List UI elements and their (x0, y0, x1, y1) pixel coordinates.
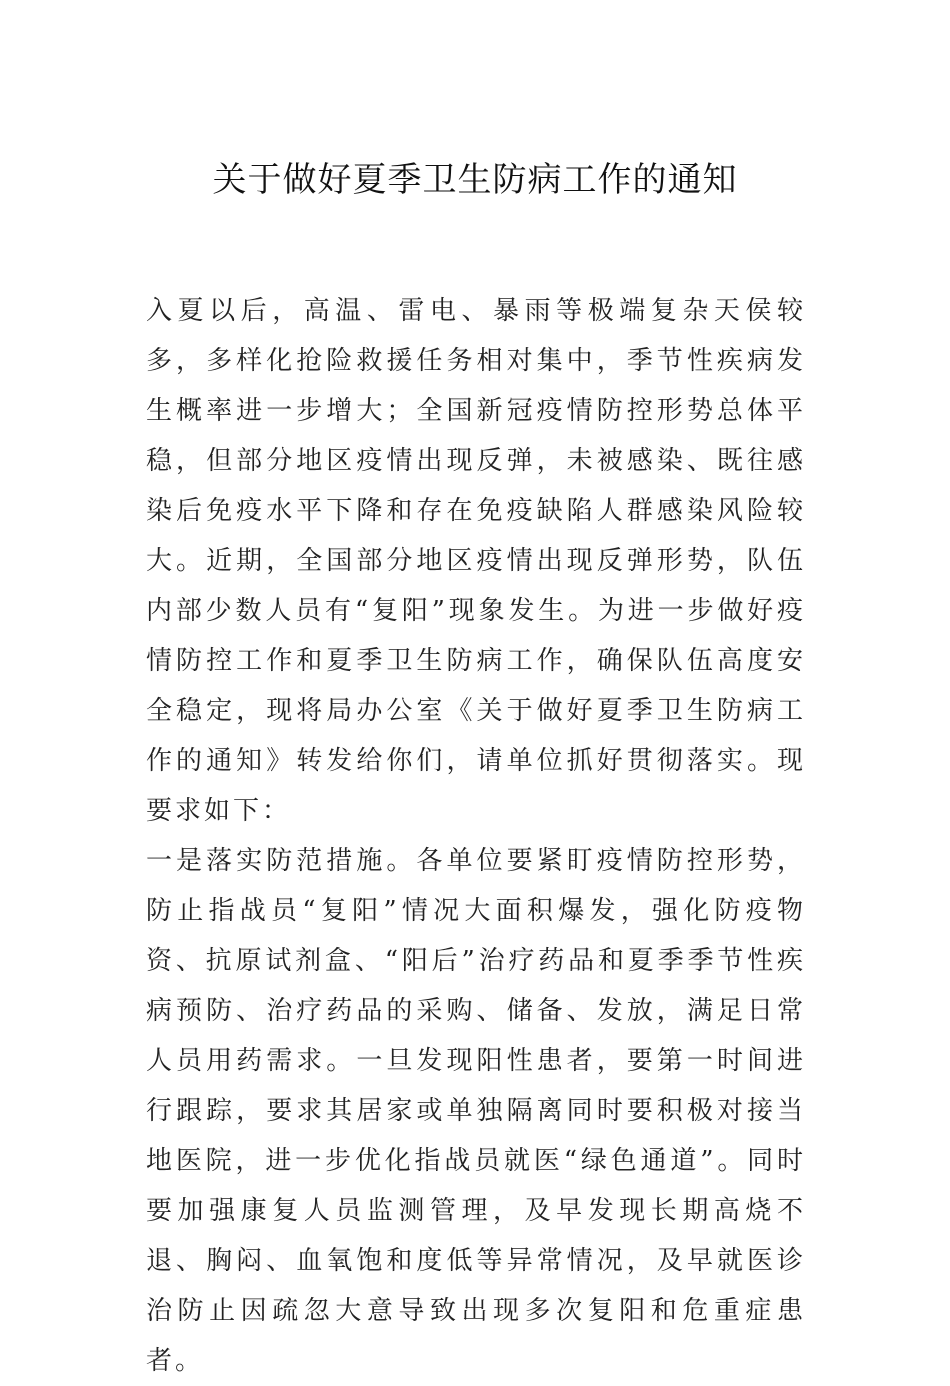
paragraph: 一是落实防范措施。各单位要紧盯疫情防控形势，防止指战员“复阳”情况大面积爆发，强化防疫物资、抗原试剂盒、“阳后”治疗药品和夏季季节性疾病预防、治疗药品的采购、储备、发放，满足日常人员用药需求。一旦发现阳性患者，要第一时间进行跟踪，要求其居家或单独隔离同时要积极对接当地医院，进一步优化指战员就医“绿色通道”。同时要加强康复人员监测管理，及早发现长期高烧不退、胸闷、血氧饱和度低等异常情况，及早就医诊治防止因疏忽大意导致出现多次复阳和危重症患者。 (146, 846, 806, 1376)
document-body (146, 286, 806, 1386)
paragraph: 入夏以后，高温、雷电、暴雨等极端复杂天侯较多，多样化抢险救援任务相对集中，季节性疾病发生概率进一步增大；全国新冠疫情防控形势总体平稳，但部分地区疫情出现反弹，未被感染、既往感染后免疫水平下降和存在免疫缺陷人群感染风险较大。近期，全国部分地区疫情出现反弹形势，队伍内部少数人员有“复阳”现象发生。为进一步做好疫情防控工作和夏季卫生防病工作，确保队伍高度安全稳定，现将局办公室《关于做好夏季卫生防病工作的通知》转发给你们，请单位抓好贯彻落实。现要求如下： (146, 296, 806, 826)
document-title: 关于做好夏季卫生防病工作的通知 (212, 160, 738, 200)
